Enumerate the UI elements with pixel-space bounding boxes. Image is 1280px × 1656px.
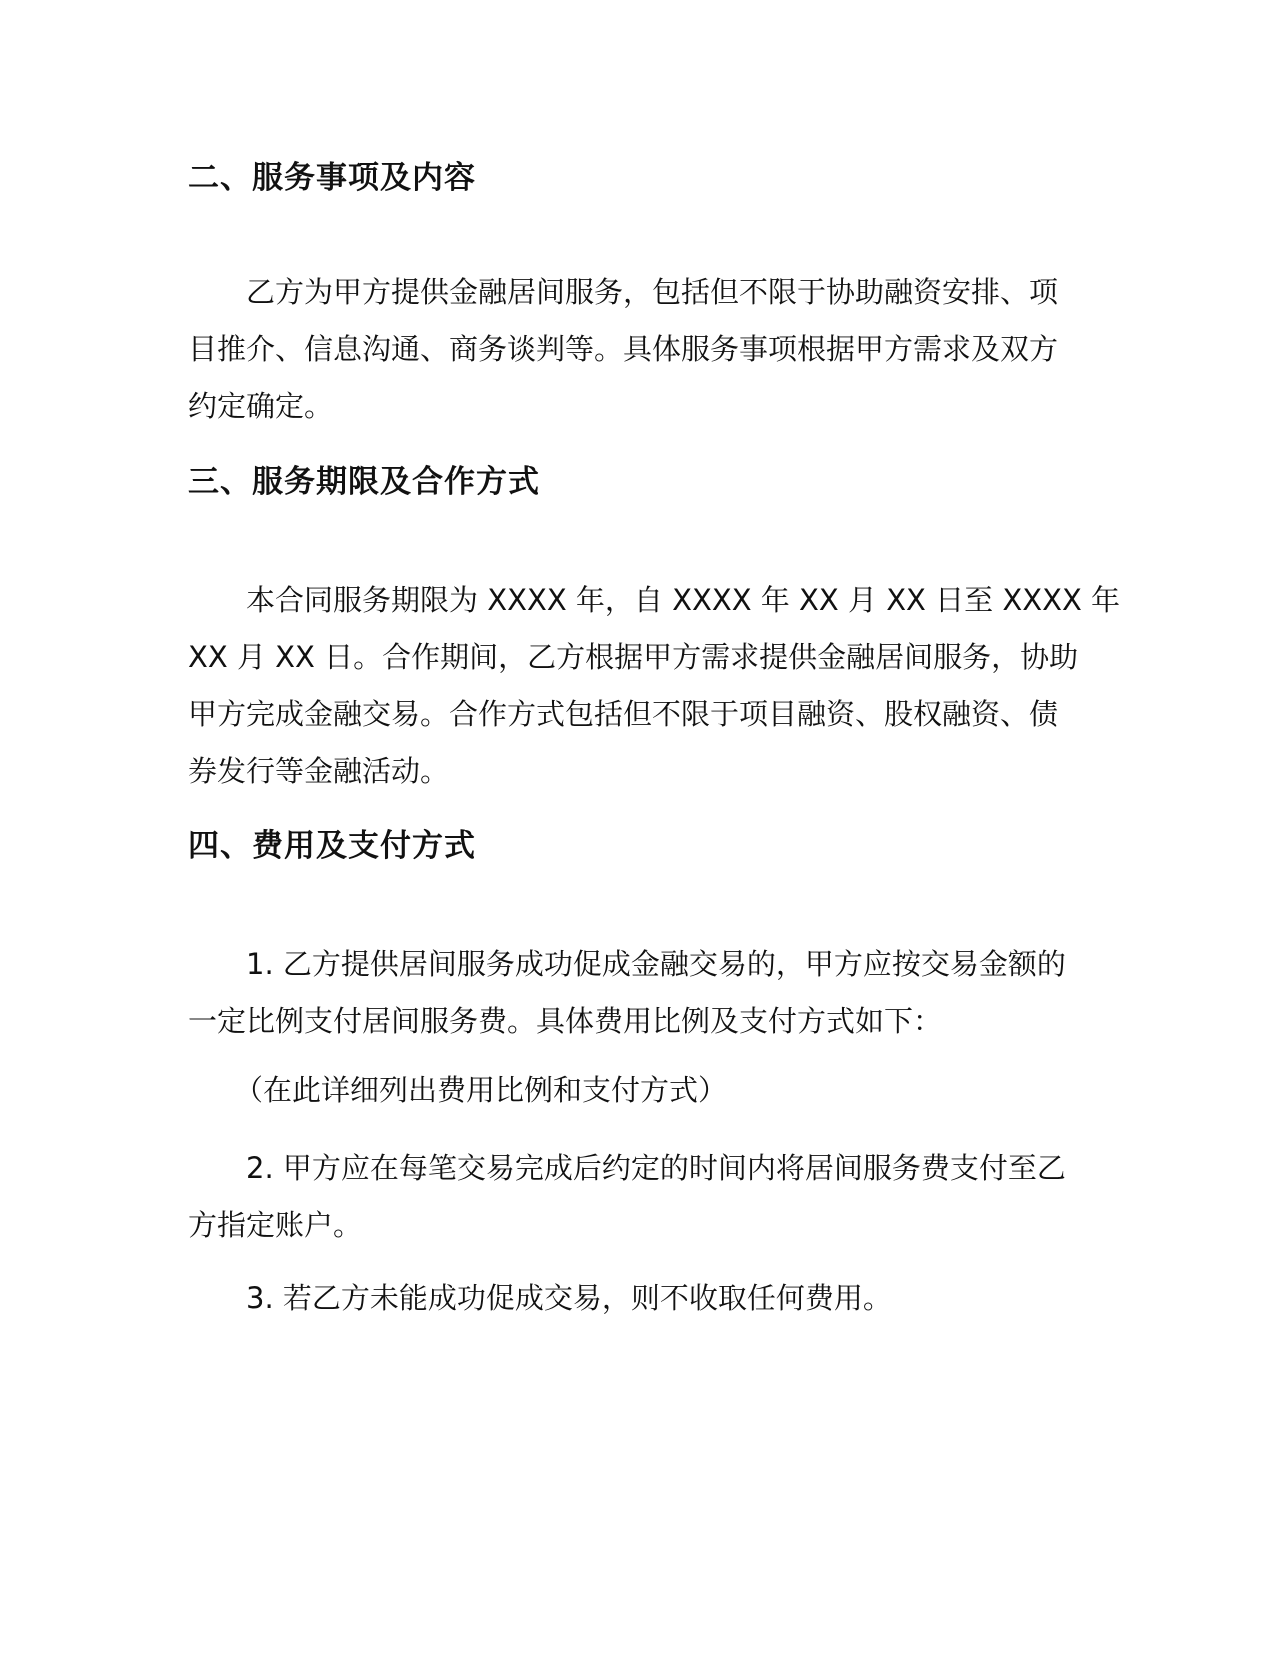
paragraph-line: 乙方为甲方提供金融居间服务，包括但不限于协助融资安排、项 bbox=[246, 275, 1059, 309]
section-heading-2: 二、服务事项及内容 bbox=[188, 160, 476, 196]
paragraph-line: 1. 乙方提供居间服务成功促成金融交易的，甲方应按交易金额的 bbox=[246, 947, 1066, 981]
section-heading-4: 四、费用及支付方式 bbox=[188, 828, 476, 864]
fee-clause-1 bbox=[188, 936, 1088, 1050]
section-2-paragraph bbox=[188, 264, 1088, 435]
paragraph-line: 甲方完成金融交易。合作方式包括但不限于项目融资、股权融资、债 bbox=[188, 697, 1059, 731]
paragraph-line: 约定确定。 bbox=[188, 389, 334, 423]
paragraph-line: 方指定账户。 bbox=[188, 1208, 363, 1242]
fee-clause-2 bbox=[188, 1140, 1088, 1254]
paragraph-line: 一定比例支付居间服务费。具体费用比例及支付方式如下： bbox=[188, 1004, 943, 1038]
paragraph-line: 2. 甲方应在每笔交易完成后约定的时间内将居间服务费支付至乙 bbox=[246, 1151, 1066, 1185]
paragraph-line: 券发行等金融活动。 bbox=[188, 754, 450, 788]
fee-clause-3 bbox=[188, 1270, 1088, 1327]
section-heading-3: 三、服务期限及合作方式 bbox=[188, 464, 540, 500]
paragraph-line: （在此详细列出费用比例和支付方式） bbox=[234, 1073, 728, 1107]
paragraph-line: 3. 若乙方未能成功促成交易，则不收取任何费用。 bbox=[246, 1281, 892, 1315]
paragraph-line: 目推介、信息沟通、商务谈判等。具体服务事项根据甲方需求及双方 bbox=[188, 332, 1059, 366]
section-3-paragraph bbox=[188, 572, 1121, 800]
paragraph-line: 本合同服务期限为 XXXX 年，自 XXXX 年 XX 月 XX 日至 XXXX 年 bbox=[246, 583, 1121, 617]
fee-placeholder-note bbox=[188, 1062, 1088, 1119]
paragraph-line: XX 月 XX 日。合作期间，乙方根据甲方需求提供金融居间服务，协助 bbox=[188, 640, 1079, 674]
